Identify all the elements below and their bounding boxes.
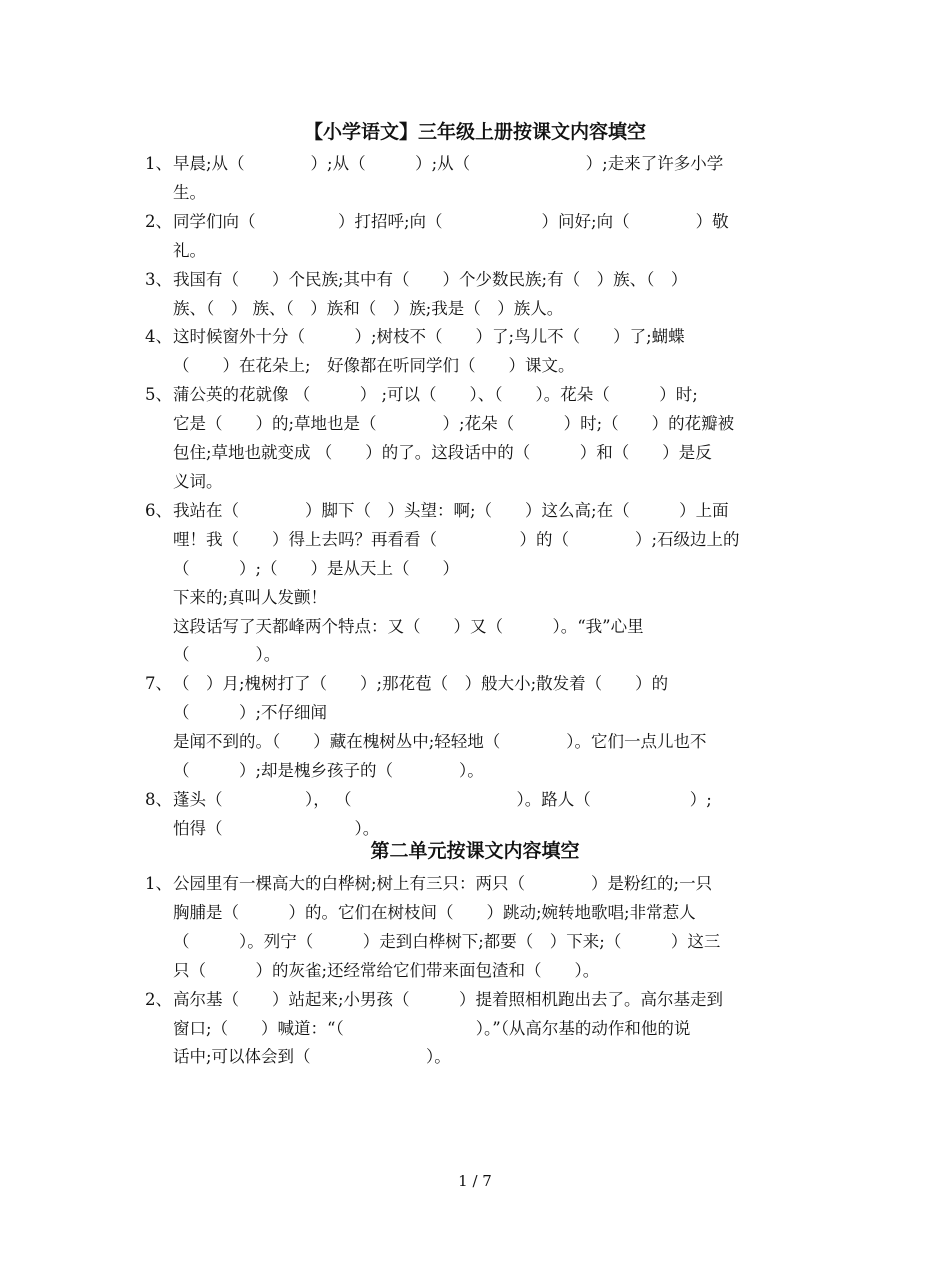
question-number: 2、 bbox=[145, 211, 172, 231]
question-text-line: 高尔基（ ）站起来;小男孩（ ）提着照相机跑出去了。高尔基走到 bbox=[173, 989, 724, 1009]
question-number: 2、 bbox=[145, 989, 172, 1009]
question-text-line: 这时候窗外十分（ ）;树枝不（ ）了;鸟儿不（ ）了;蝴蝶 bbox=[173, 327, 685, 347]
question-item bbox=[145, 497, 810, 670]
question-text-line: 蒲公英的花就像 （ ） ;可以（ ）、（ ）。花朵（ ）时; bbox=[173, 385, 698, 405]
question-text-line: 礼。 bbox=[173, 240, 206, 260]
question-text-line: 我国有（ ）个民族;其中有（ ）个少数民族;有（ ）族、（ ） bbox=[173, 269, 688, 289]
question-text-line: （ ）;不仔细闻 bbox=[173, 703, 328, 723]
question-text-line: 胸脯是（ ）的。它们在树枝间（ ）跳动;婉转地歌唱;非常惹人 bbox=[173, 902, 696, 922]
question-item bbox=[145, 323, 810, 381]
question-text-line: 同学们向（ ）打招呼;向（ ）问好;向（ ）敬 bbox=[173, 211, 729, 231]
question-text-line: 包住;草地也就变成 （ ）的了。这段话中的（ ）和（ ）是反 bbox=[173, 443, 712, 463]
question-text-line: （ ）在花朵上; 好像都在听同学们（ ）课文。 bbox=[173, 356, 575, 376]
question-text-line: （ ）;（ ）是从天上（ ） bbox=[173, 558, 460, 578]
question-item bbox=[145, 208, 810, 266]
question-item bbox=[145, 150, 810, 208]
question-number: 7、 bbox=[145, 674, 172, 694]
question-text-line: 生。 bbox=[173, 182, 206, 202]
question-text-line: 这段话写了天都峰两个特点：又（ ）又（ ）。“我”心里 bbox=[173, 616, 644, 636]
question-text-line: 怕得（ ）。 bbox=[173, 818, 380, 838]
section-2-items bbox=[145, 870, 810, 1072]
question-text-line: 下来的;真叫人发颤！ bbox=[173, 587, 328, 607]
question-text-line: 早晨;从（ ）;从（ ）;从（ ）;走来了许多小学 bbox=[173, 154, 724, 173]
question-item bbox=[145, 670, 810, 786]
page-number: 1 / 7 bbox=[458, 1172, 492, 1190]
question-item bbox=[145, 786, 810, 844]
question-text-line: （ ）;却是槐乡孩子的（ ）。 bbox=[173, 761, 484, 781]
question-text-line: 它是（ ）的;草地也是（ ）;花朵（ ）时;（ ）的花瓣被 bbox=[173, 414, 735, 434]
question-item bbox=[145, 870, 810, 986]
question-text-line: 我站在（ ）脚下（ ）头望：啊;（ ）这么高;在（ ）上面 bbox=[173, 500, 729, 520]
question-text-line: 是闻不到的。（ ）藏在槐树丛中;轻轻地（ ）。它们一点儿也不 bbox=[173, 732, 707, 752]
question-number: 6、 bbox=[145, 500, 172, 520]
question-item bbox=[145, 266, 810, 324]
question-number: 3、 bbox=[145, 269, 172, 289]
question-number: 5、 bbox=[145, 385, 172, 405]
question-number: 4、 bbox=[145, 327, 172, 347]
question-text-line: 蓬头（ ）， （ ）。路人（ ）; bbox=[173, 789, 712, 809]
question-number: 1、 bbox=[145, 154, 172, 173]
question-number: 8、 bbox=[145, 789, 172, 809]
question-text-line: 哩！我（ ）得上去吗？再看看（ ）的（ ）;石级边上的 bbox=[173, 529, 740, 549]
question-item bbox=[145, 381, 810, 497]
question-text-line: （ ）月;槐树打了（ ）;那花苞（ ）般大小;散发着（ ）的 bbox=[173, 674, 669, 694]
question-text-line: 窗口;（ ）喊道：“（ ）。”（从高尔基的动作和他的说 bbox=[173, 1018, 691, 1038]
question-number: 1、 bbox=[145, 874, 172, 893]
question-text-line: 公园里有一棵高大的白桦树;树上有三只：两只（ ）是粉红的;一只 bbox=[173, 874, 713, 893]
question-text-line: 族、（ ） 族、（ ）族和（ ）族;我是（ ）族人。 bbox=[173, 298, 564, 318]
section-1-items bbox=[145, 150, 810, 844]
question-text-line: （ ）。 bbox=[173, 645, 281, 665]
question-text-line: 话中;可以体会到（ ）。 bbox=[173, 1047, 451, 1067]
question-text-line: 义词。 bbox=[173, 471, 223, 491]
question-text-line: （ ）。列宁（ ）走到白桦树下;都要（ ）下来;（ ）这三 bbox=[173, 931, 721, 951]
question-item bbox=[145, 986, 810, 1073]
section-title-1: 【小学语文】三年级上册按课文内容填空 bbox=[303, 121, 646, 143]
question-text-line: 只（ ）的灰雀;还经常给它们带来面包渣和（ ）。 bbox=[173, 960, 600, 980]
section-title-2: 第二单元按课文内容填空 bbox=[370, 840, 580, 862]
